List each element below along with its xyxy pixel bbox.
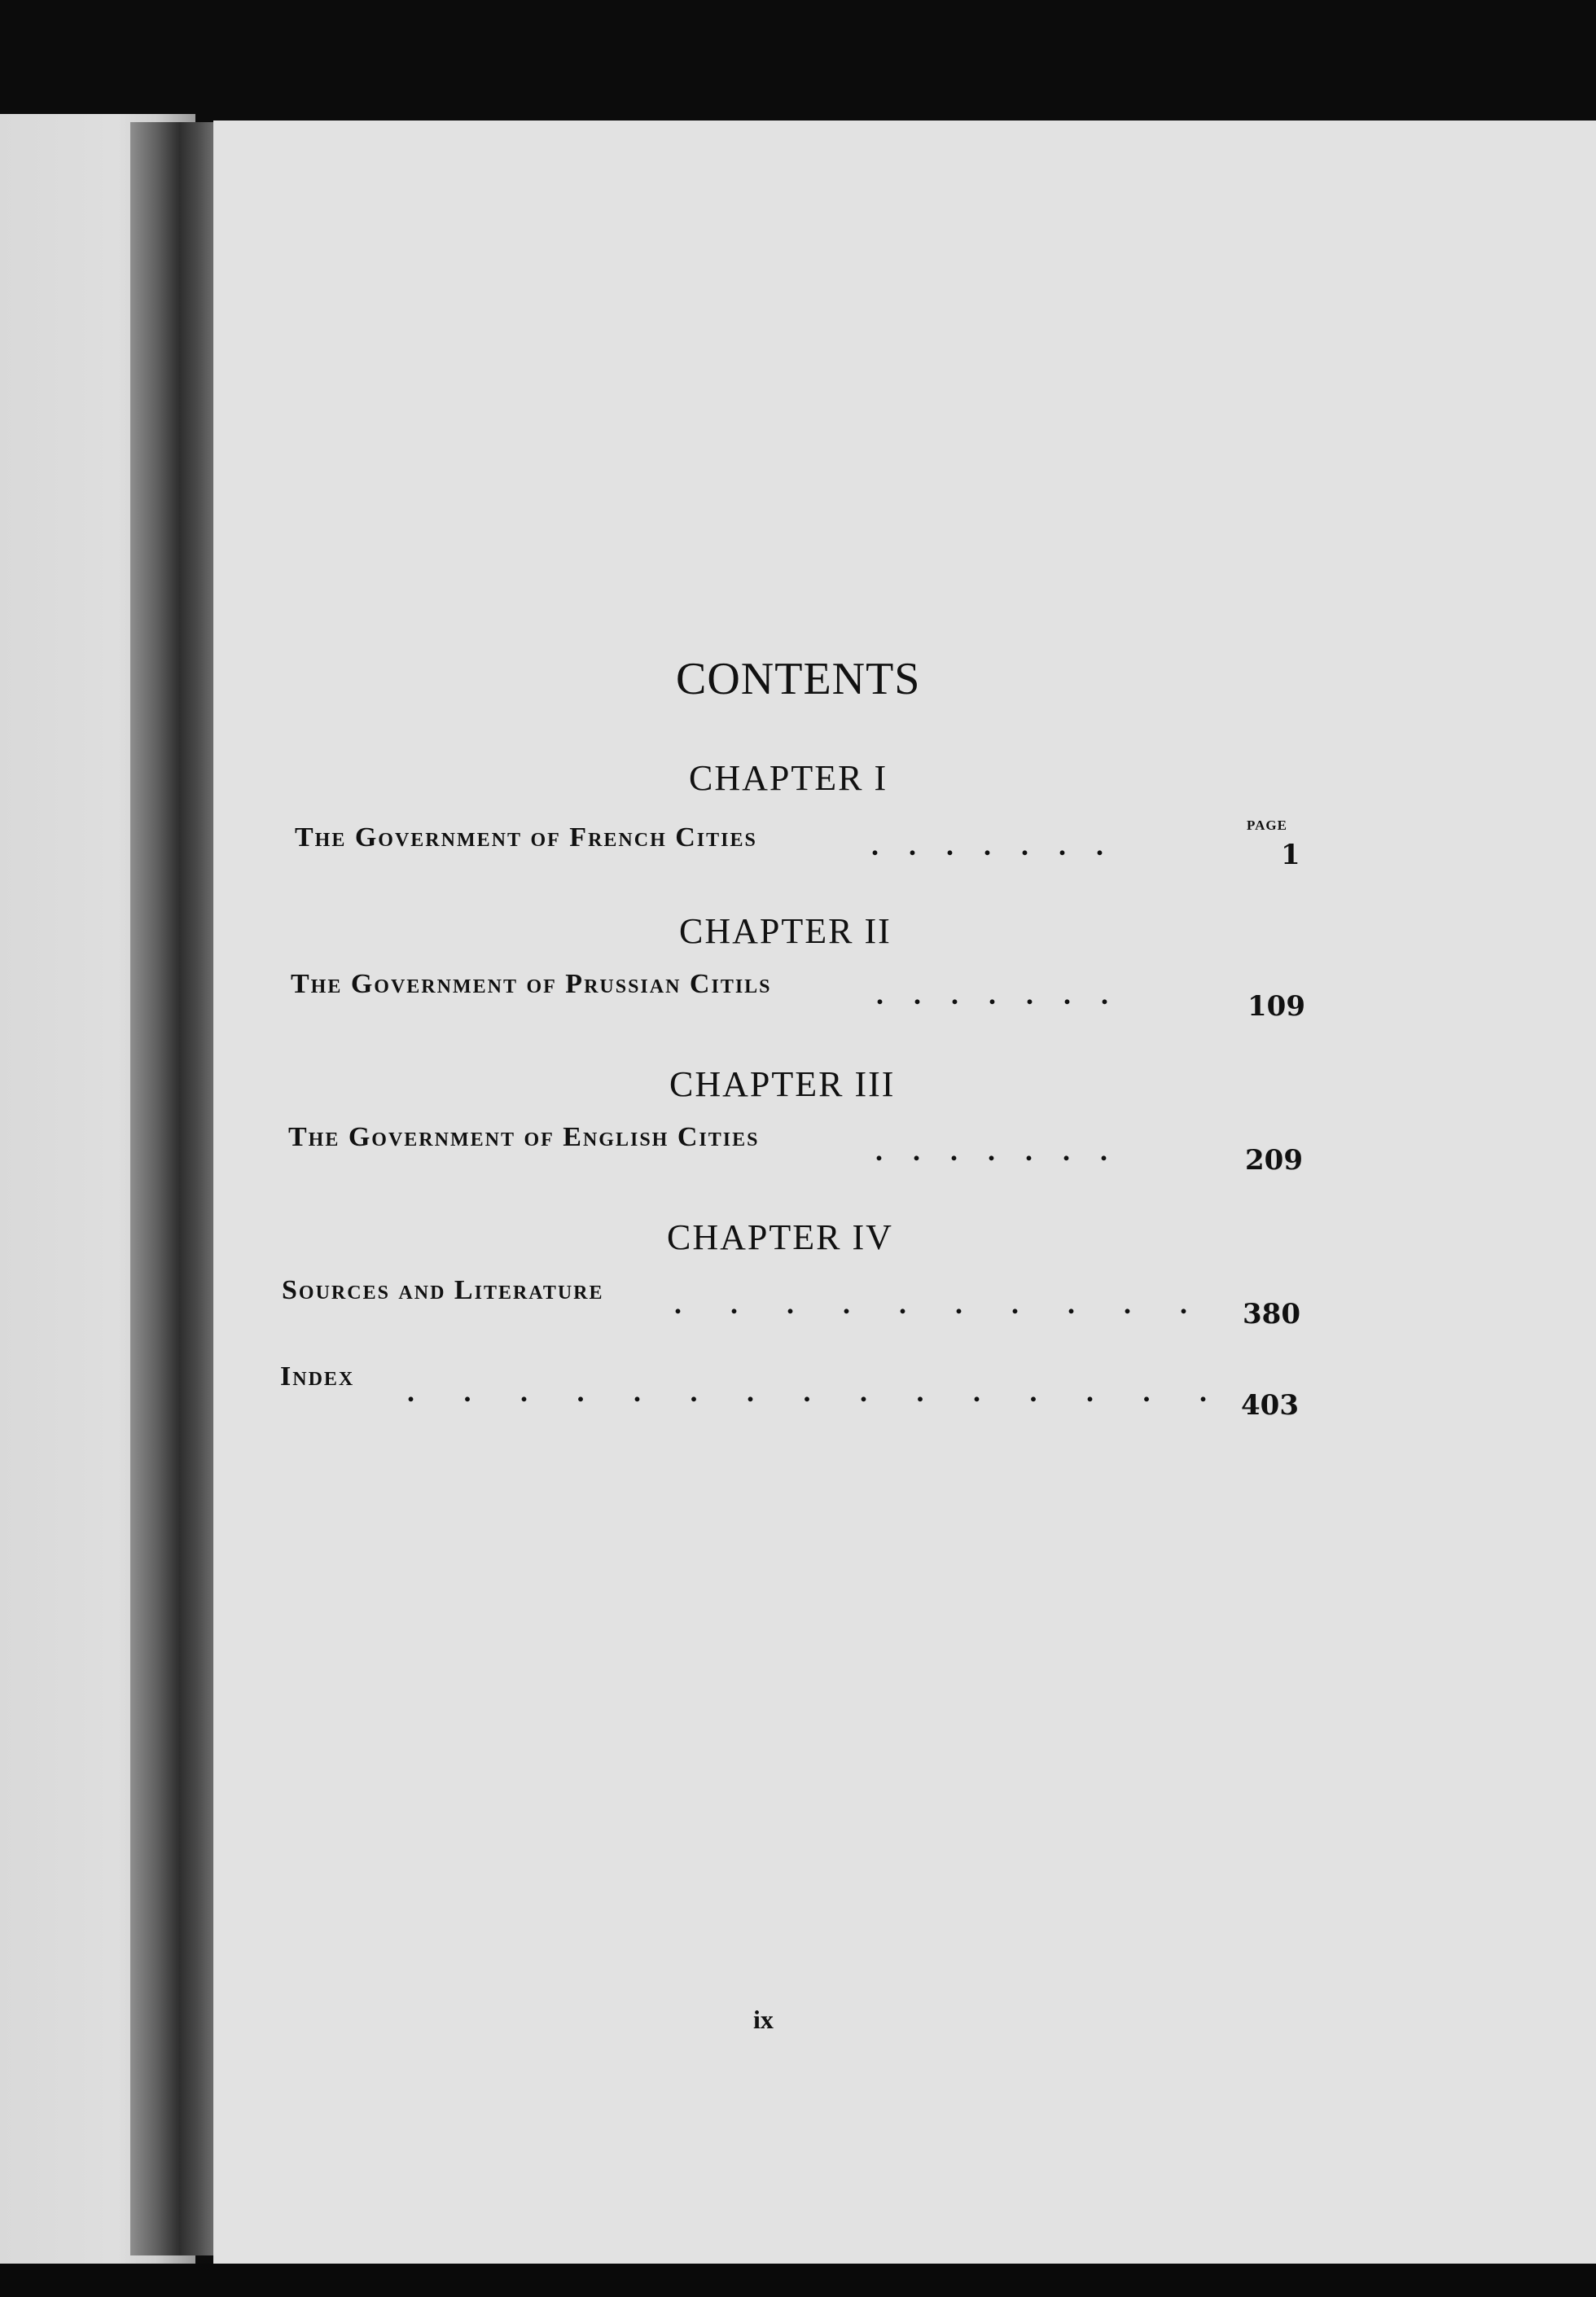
toc-entry-title-index: Index	[280, 1361, 355, 1392]
toc-page-number-index: 403	[1241, 1389, 1299, 1422]
toc-page-number-1: 1	[1281, 839, 1300, 871]
page-folio: ix	[753, 2005, 774, 2034]
dot-leader: .......	[876, 978, 1138, 1010]
book-gutter	[130, 122, 220, 2255]
page-title: CONTENTS	[676, 654, 921, 704]
dot-leader: .......	[871, 829, 1133, 861]
toc-entry-title-1: The Government of French Cities	[295, 822, 757, 853]
dot-leader: ...............	[407, 1375, 1256, 1408]
toc-entry-title-4: Sources and Literature	[282, 1275, 604, 1305]
chapter-heading-4: CHAPTER IV	[667, 1217, 893, 1257]
toc-page-number-2: 109	[1247, 990, 1305, 1023]
toc-entry-title-3: The Government of English Cities	[288, 1122, 760, 1152]
dot-leader: .......	[875, 1134, 1138, 1167]
toc-entry-title-2: The Government of Prussian Citils	[291, 969, 772, 999]
toc-page-number-3: 209	[1245, 1144, 1303, 1177]
page-column-label: PAGE	[1247, 818, 1287, 833]
dot-leader: ..........	[674, 1287, 1236, 1320]
book-page	[213, 121, 1596, 2282]
chapter-heading-1: CHAPTER I	[689, 758, 888, 798]
scan-border	[0, 2264, 1596, 2297]
toc-page-number-4: 380	[1243, 1298, 1300, 1330]
chapter-heading-3: CHAPTER III	[669, 1064, 896, 1104]
chapter-heading-2: CHAPTER II	[679, 911, 892, 951]
